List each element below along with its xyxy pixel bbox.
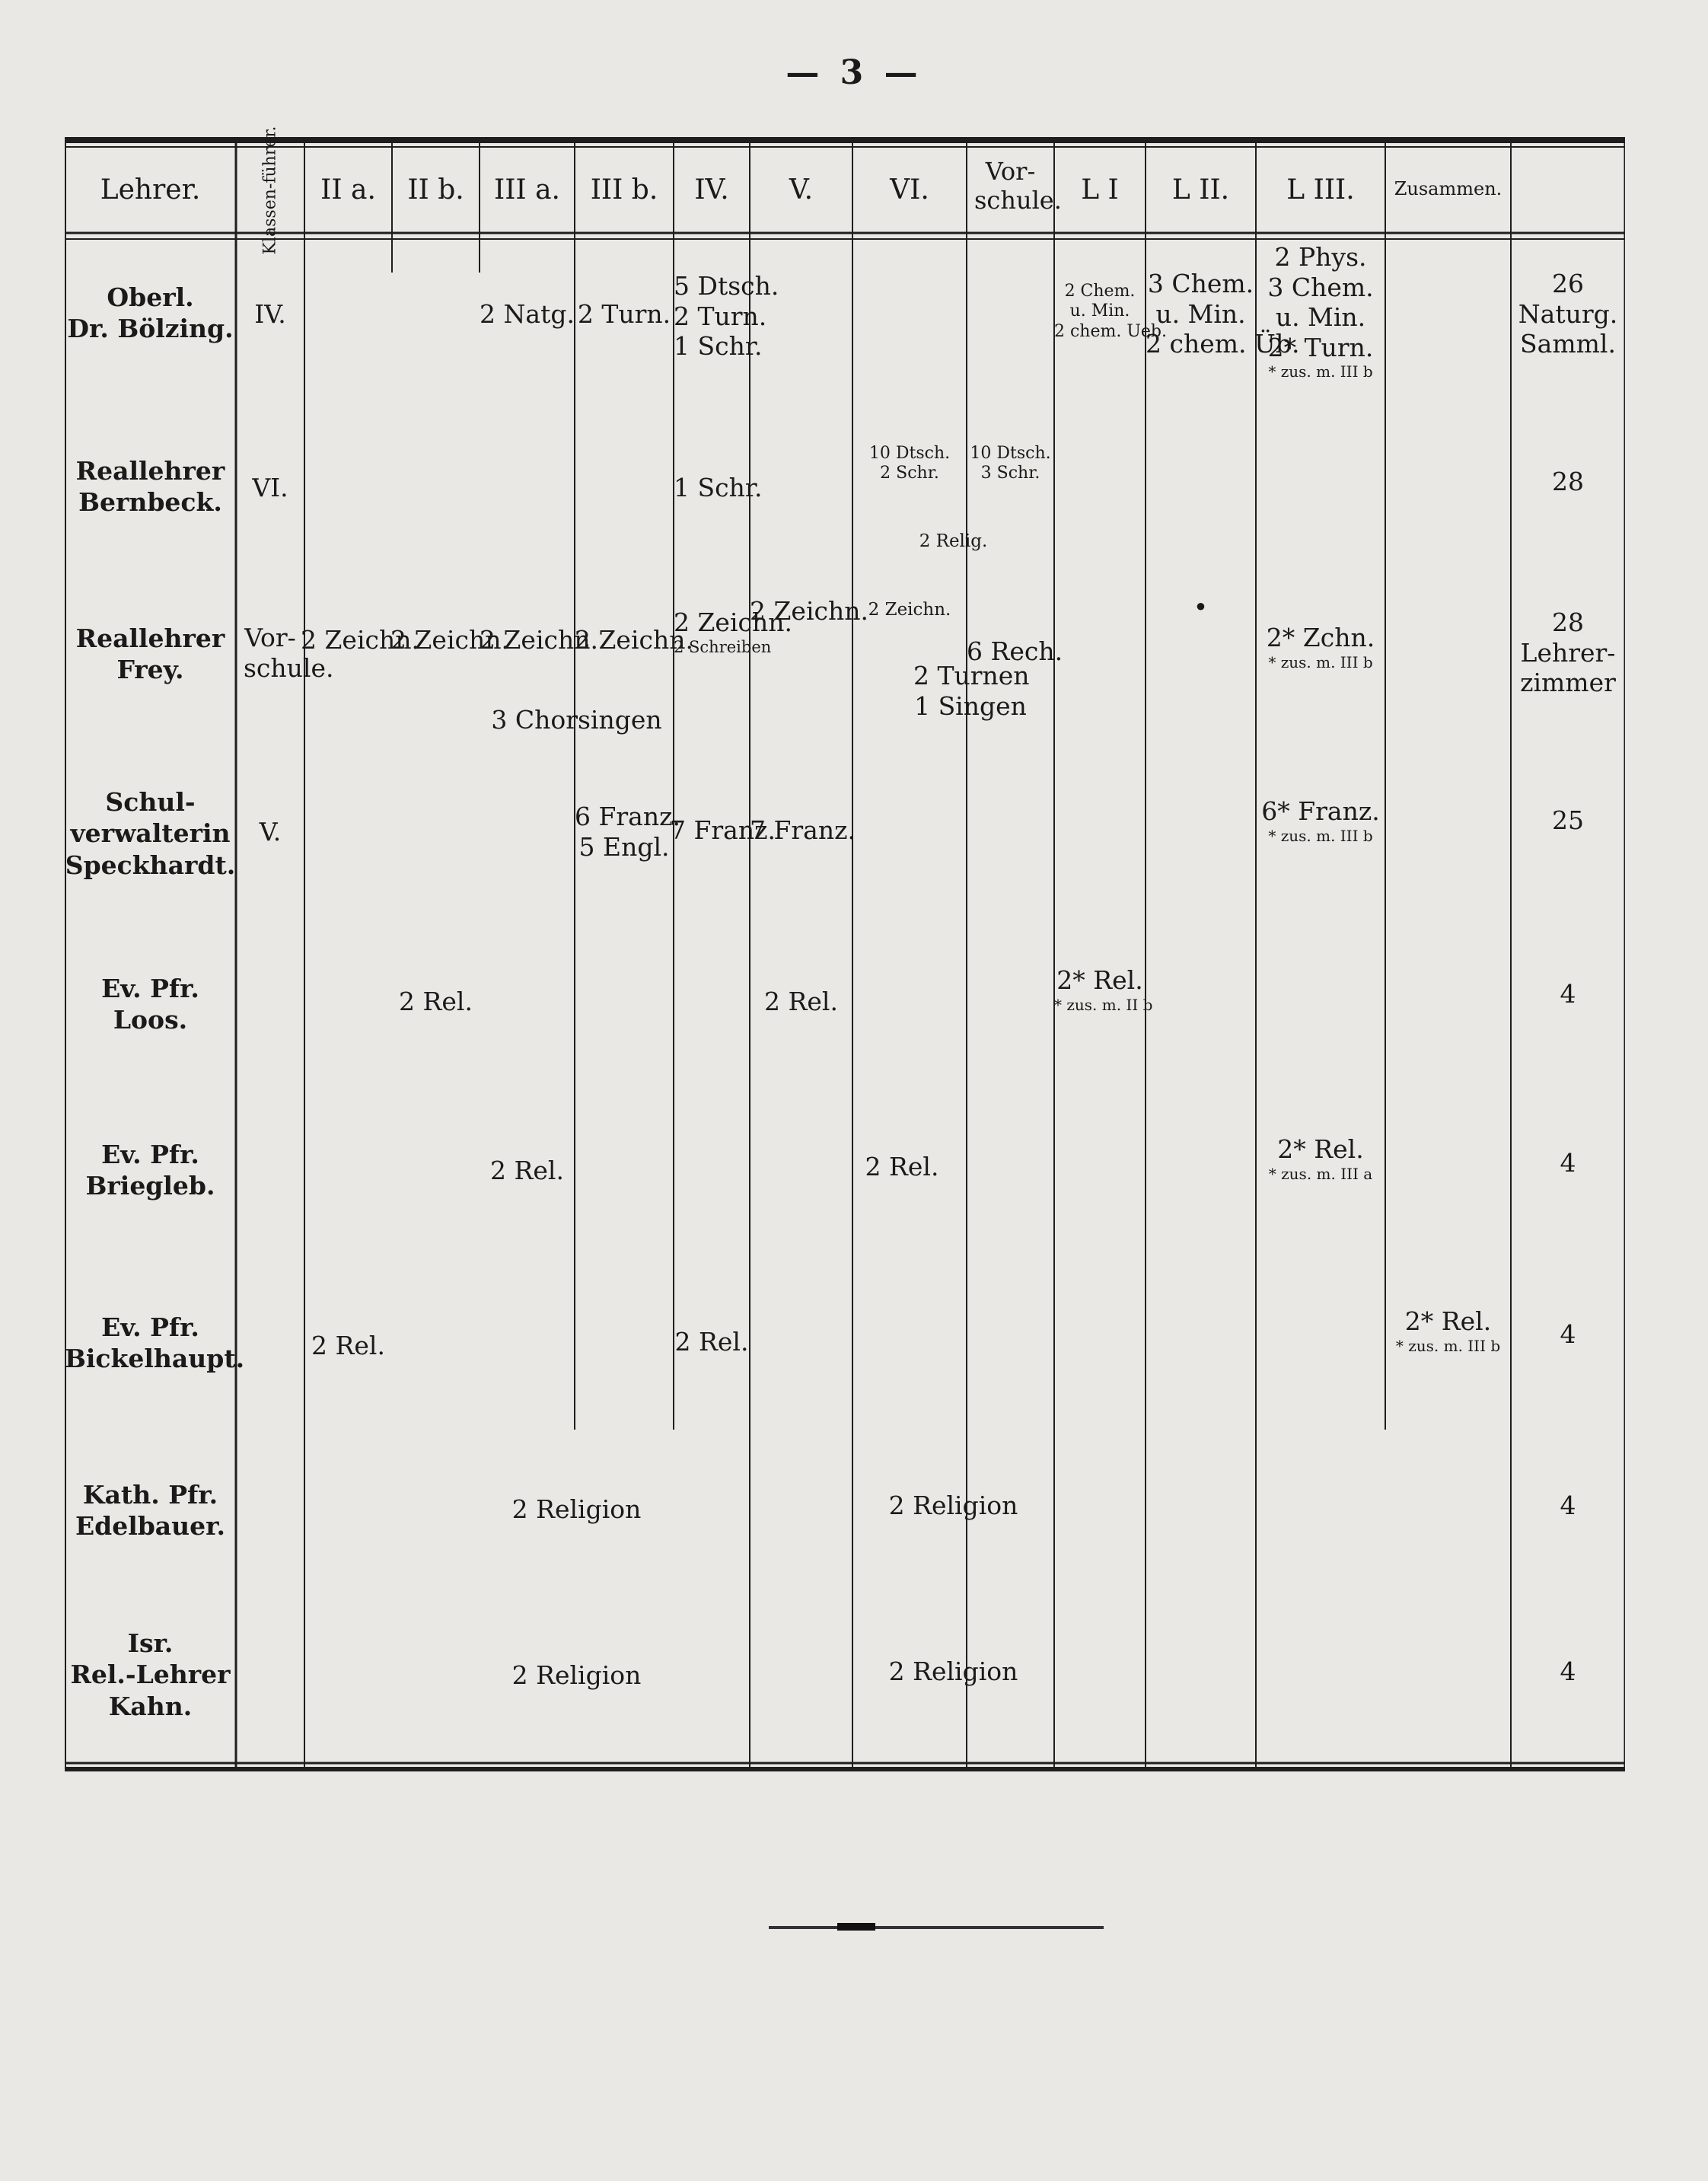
header-class-VI: VI.	[890, 174, 929, 206]
loos-LI: 2* Rel. * zus. m. II b	[1054, 965, 1153, 1014]
teacher-bickelhaupt: Ev. Pfr. Bickelhaupt.	[65, 1312, 245, 1374]
klassenfuehrer-bernbeck: VI.	[252, 473, 288, 502]
header-class-LIII: L III.	[1286, 174, 1355, 206]
briegleb-V: 2 Rel.	[865, 1152, 939, 1181]
frey-VI: 2 Zeichn.	[868, 600, 951, 620]
boelzing-total: 26 Naturg. Samml.	[1518, 269, 1618, 359]
header-total: Zusammen.	[1394, 178, 1502, 199]
page-number: — 3 —	[785, 53, 923, 92]
teaching-schedule-table	[65, 126, 1625, 1772]
edelbauer-religion-lower: 2 Religion	[888, 1491, 1018, 1520]
bernbeck-VI: 10 Dtsch. 2 Schr.	[868, 444, 951, 483]
bernbeck-religion: 2 Relig.	[919, 531, 988, 551]
frey-IIb: 2 Zeichn.	[390, 625, 509, 655]
briegleb-total: 4	[1560, 1148, 1576, 1178]
header-class-IIIa: III a.	[493, 174, 560, 206]
frey-choir: 3 Chorsingen	[491, 705, 662, 735]
kahn-religion-upper: 2 Religion	[511, 1660, 642, 1690]
speckhardt-LIII: 6* Franz. * zus. m. III b	[1261, 796, 1380, 845]
header-class-IIa: II a.	[320, 174, 376, 206]
header-klassenfuehrer: Klassen-führer.	[260, 126, 280, 255]
boelzing-LIII: 2 Phys. 3 Chem. u. Min. 2* Turn. * zus. m. III b	[1267, 242, 1374, 381]
briegleb-IIIa: 2 Rel.	[490, 1156, 564, 1185]
teacher-kahn: Isr. Rel.-Lehrer Kahn.	[70, 1628, 231, 1721]
edelbauer-total: 4	[1560, 1491, 1576, 1520]
teacher-loos: Ev. Pfr. Loos.	[101, 974, 199, 1035]
header-class-vorschule: Vor-schule.	[974, 157, 1062, 215]
speckhardt-total: 25	[1552, 805, 1584, 835]
briegleb-LII: 2* Rel. * zus. m. III a	[1268, 1134, 1373, 1183]
teacher-bernbeck: Reallehrer Bernbeck.	[75, 456, 225, 518]
frey-vorschule: 6 Rech.	[967, 636, 1063, 666]
header-class-IIIb: III b.	[590, 174, 658, 206]
boelzing-IV: 5 Dtsch. 2 Turn. 1 Schr.	[674, 271, 779, 362]
teacher-frey: Reallehrer Frey.	[75, 623, 225, 685]
header-teacher: Lehrer.	[100, 174, 201, 206]
bernbeck-IV: 1 Schr.	[674, 473, 763, 502]
frey-total: 28 Lehrer- zimmer	[1520, 607, 1616, 698]
frey-V-VI: 2 Turnen 1 Singen	[913, 661, 1030, 721]
speckhardt-V: 7 Franz.	[750, 815, 856, 845]
teacher-speckhardt: Schul- verwalterin Speckhardt.	[65, 787, 236, 880]
frey-IIIb: 2 Zeichn.	[575, 625, 693, 655]
bickelhaupt-LIII: 2* Rel. * zus. m. III b	[1395, 1306, 1501, 1355]
loos-total: 4	[1560, 979, 1576, 1009]
boelzing-LII: 3 Chem. u. Min. 2 chem. Üb.	[1146, 269, 1300, 359]
bickelhaupt-total: 4	[1560, 1319, 1576, 1349]
frey-IV: 2 Zeichn. 2 Schreiben	[674, 607, 792, 656]
teacher-edelbauer: Kath. Pfr. Edelbauer.	[75, 1480, 226, 1542]
bernbeck-vorschule: 10 Dtsch. 3 Schr.	[970, 444, 1051, 483]
klassenfuehrer-frey: Vor-schule.	[244, 623, 334, 683]
bickelhaupt-IIIb: 2 Rel.	[674, 1327, 749, 1357]
header-class-LI: L I	[1081, 174, 1119, 206]
frey-LIII: 2* Zchn. * zus. m. III b	[1266, 623, 1375, 671]
frey-LII: •	[1193, 592, 1209, 622]
header-class-IV: IV.	[694, 174, 729, 206]
speckhardt-IIIb: 6 Franz. 5 Engl.	[575, 802, 680, 862]
header-class-IIb: II b.	[407, 174, 464, 206]
header-class-LII: L II.	[1171, 174, 1230, 206]
klassenfuehrer-boelzing: IV.	[254, 299, 286, 329]
kahn-total: 4	[1560, 1656, 1576, 1686]
bickelhaupt-IIa: 2 Rel.	[311, 1331, 385, 1360]
edelbauer-religion-upper: 2 Religion	[511, 1494, 642, 1524]
boelzing-IIIa: 2 Natg.	[480, 299, 575, 329]
speckhardt-IV: 7 Franz.	[670, 815, 776, 845]
loos-IV: 2 Rel.	[764, 987, 838, 1016]
bernbeck-total: 28	[1552, 467, 1584, 496]
loos-IIb: 2 Rel.	[399, 987, 473, 1016]
closing-rule-center	[837, 1923, 875, 1931]
kahn-religion-lower: 2 Religion	[888, 1656, 1018, 1686]
frey-IIIa: 2 Zeichn.	[480, 625, 598, 655]
header-class-V: V.	[789, 174, 814, 206]
boelzing-LI: 2 Chem. u. Min. 2 chem. Ueb.	[1054, 282, 1167, 341]
teacher-briegleb: Ev. Pfr. Briegleb.	[85, 1140, 215, 1201]
table-grid-lines	[65, 136, 1625, 1772]
boelzing-IIIb: 2 Turn.	[577, 299, 671, 329]
closing-rule	[769, 1926, 1104, 1929]
klassenfuehrer-speckhardt: V.	[259, 817, 282, 847]
teacher-boelzing: Oberl. Dr. Bölzing.	[67, 282, 234, 344]
frey-V: 2 Zeichn.	[750, 596, 868, 626]
frey-IIa: 2 Zeichn.	[301, 625, 419, 655]
